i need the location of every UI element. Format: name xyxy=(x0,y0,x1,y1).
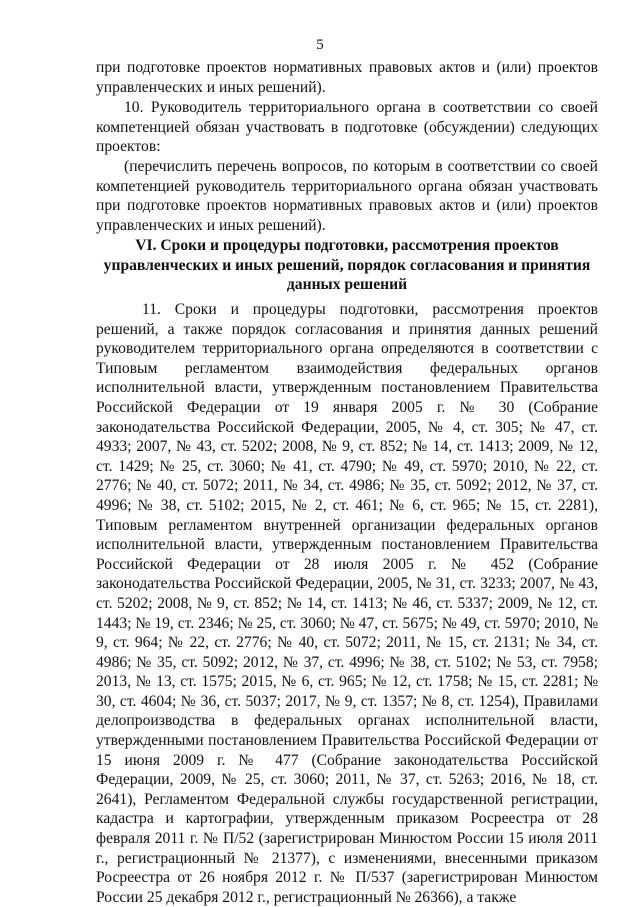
paragraph-item-10: 10. Руководитель территориального органа в соответствии со своей компетенцией обязан участвовать в подготовке (обсуждении) следующих проектов: xyxy=(96,99,598,156)
paragraph-item-10-list: (перечислить перечень вопросов, по которым в соответствии со своей компетенцией руководитель территориального органа обязан участвовать при подготовке проектов нормативных правовых актов и (или) проектов управленческих и иных решений). xyxy=(96,158,598,234)
paragraph-item-11: 11. Сроки и процедуры подготовки, рассмотрения проектов решений, а также порядок согласования и принятия данных решений руководителем территориального органа определяются в соответствии с Типовым регламентом взаимодействия федеральных органов исполнительной власти, утвержденным постановлением Правительства Российской Федерации от 19 января 2005 г. № 30 (Собрание законодательства Российской Федерации, 2005, № 4, ст. 305; № 47, ст. 4933; 2007, № 43, ст. 5202; 2008, № 9, ст. 852; № 14, ст. 1413; 2009, № 12, ст. 1429; № 25, ст. 3060; № 41, ст. 4790; № 49, ст. 5970; 2010, № 22, ст. 2776; № 40, ст. 5072; 2011, № 34, ст. 4986; № 35, ст. 5092; 2012, № 37, ст. 4996; № 38, ст. 5102; 2015, № 2, ст. 461; № 6, ст. 965; № 15, ст. 2281), Типовым регламентом внутренней организации федеральных органов исполнительной власти, утвержденным постановлением Правительства Российской Федерации от 28 июля 2005 г. № 452 (Собрание законодательства Российской Федерации, 2005, № 31, ст. 3233; 2007, № 43, ст. 5202; 2008, № 9, ст. 852; № 14, ст. 1413; № 46, ст. 5337; 2009, № 12, ст. 1443; № 19, ст. 2346; № 25, ст. 3060; № 47, ст. 5675; № 49, ст. 5970; 2010, № 9, ст. 964; № 22, ст. 2776; № 40, ст. 5072; 2011, № 15, ст. 2131; № 34, ст. 4986; № 35, ст. 5092; 2012, № 37, ст. 4996; № 38, ст. 5102; № 53, ст. 7958; 2013, № 13, ст. 1575; 2015, № 6, ст. 965; № 12, ст. 1758; № 15, ст. 2281; № 30, ст. 4604; № 36, ст. 5037; 2017, № 9, ст. 1357; № 8, ст. 1254), Правилами делопроизводства в федеральных органах исполнительной власти, утвержденными постановлением Правительства Российской Федерации от 15 июня 2009 г. № 477 (Собрание законодательства Российской Федерации, 2009, № 25, ст. 3060; 2011, № 37, ст. 5263; 2016, № 18, ст. 2641), Регламентом Федеральной службы государственной регистрации, кадастра и картографии, утвержденным приказом Росреестра от 28 февраля 2011 г. № П/52 (зарегистрирован Минюстом России 15 июля 2011 г., регистрационный № 21377), с изменениями, внесенными приказом Росреестра от 26 ноября 2012 г. № П/537 (зарегистрирован Минюстом России 25 декабря 2012 г., регистрационный № 26366), а также xyxy=(96,301,598,906)
section-title: VI. Сроки и процедуры подготовки, рассмотрения проектов управленческих и иных решений, порядок согласования и принятия данных решений xyxy=(103,237,591,294)
page-number: 5 xyxy=(316,37,324,53)
paragraph-continuation: при подготовке проектов нормативных правовых актов и (или) проектов управленческих и иных решений). xyxy=(96,59,598,96)
